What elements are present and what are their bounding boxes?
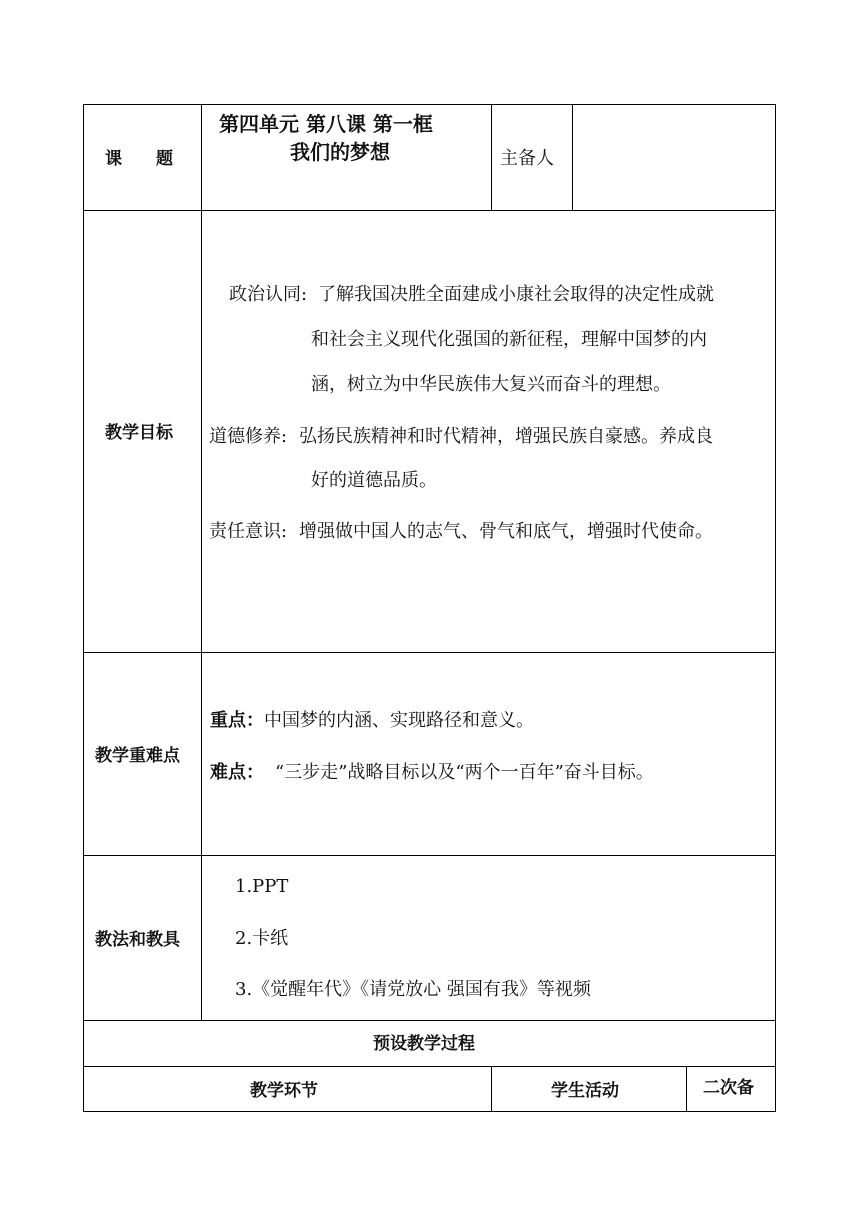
table-rule bbox=[491, 1066, 492, 1112]
table-border-bottom bbox=[83, 1111, 776, 1112]
table-border-right bbox=[775, 104, 776, 1112]
table-rule bbox=[83, 210, 776, 211]
key-point-text: 中国梦的内涵、实现路径和意义。 bbox=[264, 710, 534, 731]
column-stage-header: 教学环节 bbox=[250, 1081, 318, 1101]
table-rule bbox=[201, 104, 202, 1021]
author-label: 主备人 bbox=[500, 148, 554, 169]
table-rule bbox=[491, 104, 492, 211]
objective-line: 增强做中国人的志气、骨气和底气，增强时代使命。 bbox=[299, 521, 713, 542]
table-rule bbox=[572, 104, 573, 211]
table-border-top bbox=[83, 104, 776, 105]
process-title: 预设教学过程 bbox=[373, 1034, 475, 1054]
topic-label: 课 题 bbox=[105, 149, 173, 169]
table-border-left bbox=[83, 104, 84, 1112]
objective-line: 和社会主义现代化强国的新征程，理解中国梦的内 bbox=[311, 329, 707, 350]
table-rule bbox=[83, 1020, 776, 1021]
difficult-point-title: 难点： bbox=[210, 762, 264, 783]
column-activity-header: 学生活动 bbox=[551, 1081, 619, 1101]
objective-term: 责任意识: bbox=[209, 521, 288, 542]
objective-line: 涵，树立为中华民族伟大复兴而奋斗的理想。 bbox=[311, 374, 671, 395]
objective-term: 道德修养: bbox=[209, 426, 288, 447]
column-revision-header: 二次备 bbox=[703, 1078, 754, 1098]
key-points-label: 教学重难点 bbox=[95, 746, 180, 766]
table-rule bbox=[83, 855, 776, 856]
objectives-label: 教学目标 bbox=[105, 423, 173, 443]
table-rule bbox=[686, 1066, 687, 1112]
key-point-title: 重点： bbox=[210, 710, 264, 731]
method-item: 3.《觉醒年代》《请党放心 强国有我》等视频 bbox=[235, 979, 591, 1000]
lesson-title-line2: 我们的梦想 bbox=[290, 140, 390, 164]
method-item: 1.PPT bbox=[235, 876, 289, 897]
table-rule bbox=[83, 1066, 776, 1067]
difficult-point-text: “三步走”战略目标以及“两个一百年”奋斗目标。 bbox=[275, 762, 654, 783]
lesson-title-line1: 第四单元 第八课 第一框 bbox=[219, 112, 433, 136]
methods-label: 教法和教具 bbox=[95, 930, 180, 950]
objective-line: 弘扬民族精神和时代精神，增强民族自豪感。养成良 bbox=[299, 426, 713, 447]
objective-line: 好的道德品质。 bbox=[311, 470, 437, 491]
objective-term: 政治认同: bbox=[229, 284, 308, 305]
method-item: 2.卡纸 bbox=[235, 928, 289, 949]
table-rule bbox=[83, 652, 776, 653]
objective-line: 了解我国决胜全面建成小康社会取得的决定性成就 bbox=[318, 284, 714, 305]
